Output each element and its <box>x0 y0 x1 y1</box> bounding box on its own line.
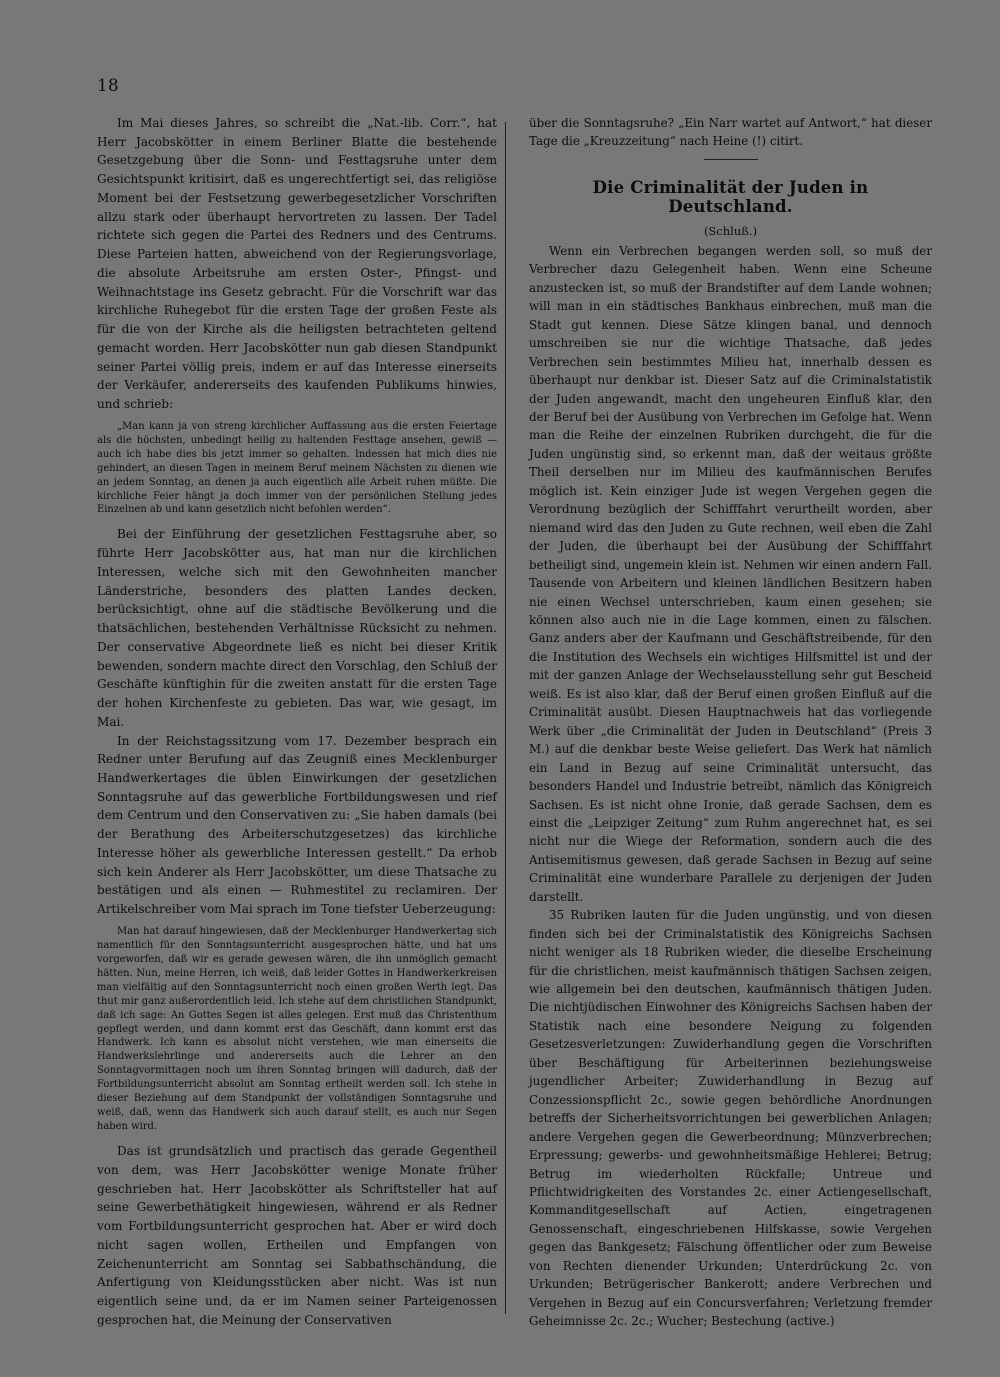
quotation: Man hat darauf hingewiesen, daß der Mecklenburger Handwerkertag sich namentlich für den Sonntagsunterricht ausgesprochen hätte, und hat uns vorgeworfen, daß wir es gerade gewesen wären, die ihn unmöglich gemacht hätten. Nun, meine Herren, ich weiß, daß leider Gottes in Handwerkerkreisen man vielfältig auf den Sonntagsunterricht noch einen großen Werth legt. Das thut mir ganz außerordentlich leid. Ich stehe auf dem christlichen Standpunkt, daß ich sage: An Gottes Segen ist alles gelegen. Erst muß das Christenthum gepflegt werden, und dann kommt erst das Geschäft, dann kommt erst das Handwerk. Ich kann es absolut nicht verstehen, wie man einerseits die Handwerkslehrlinge und andererseits auch die Lehrer an den Sonntagvormittagen noch um ihren Sonntag bringen will dadurch, daß der Fortbildungsunterricht absolut am Sonntag ertheilt werden soll. Ich stehe in dieser Beziehung auf dem Standpunkt der vollständigen Sonntagsruhe und weiß, daß, wenn das Handwerk sich auch darauf stellt, es auch nur Segen haben wird. <box>97 925 497 1133</box>
paragraph: Bei der Einführung der gesetzlichen Festtagsruhe aber, so führte Herr Jacobskötter aus, hat man nur die kirchlichen Interessen, welche sich mit den Gewohnheiten mancher Länderstriche, besonders des platten Landes decken, berücksichtigt, ohne auf die städtische Bevölkerung und die thatsächlichen, bestehenden Verhältnisse Rücksicht zu nehmen. Der conservative Abgeordnete ließ es nicht bei dieser Kritik bewenden, sondern machte direct den Vorschlag, den Schluß der Geschäfte künftighin für die zweiten anstatt für die ersten Tage der hohen Kirchenfeste zu gebieten. Das war, wie gesagt, im Mai. <box>97 527 497 729</box>
section-separator <box>704 159 758 160</box>
page-number: 18 <box>97 76 119 96</box>
paragraph: Wenn ein Verbrechen begangen werden soll, so muß der Verbrecher dazu Gelegenheit haben. Wenn eine Scheune anzustecken ist, so muß der Brandstifter auf dem Lande wohnen; will man in ein städtisches Bankhaus einbrechen, muß man die Stadt gut kennen. Diese Sätze klingen banal, und dennoch umschreiben sie nur die wichtige Thatsache, daß jedes Verbrechen sein bestimmtes Milieu hat, innerhalb dessen es überhaupt nur denkbar ist. Dieser Satz auf die Criminalstatistik der Juden angewandt, macht den ungeheuren Einfluß klar, den der Beruf bei der Ausübung von Verbrechen im Gefolge hat. Wenn man die Reihe der einzelnen Rubriken durchgeht, die für die Juden ungünstig sind, so erkennt man, daß der weitaus größte Theil derselben nur im Milieu des kaufmännischen Berufes möglich ist. Kein einziger Jude ist wegen Vergehen gegen die Verordnung bezüglich der Schifffahrt verurtheilt worden, aber niemand wird das den Juden zu Gute rechnen, weil eben die Zahl der Juden, die überhaupt bei der Ausübung der Schifffahrt betheiligt sind, ungemein klein ist. Nehmen wir einen andern Fall. Tausende von Arbeitern und kleinen ländlichen Besitzern haben nie einen Wechsel unterschrieben, kaum einen gesehen; sie können also auch nie in die Lage kommen, einen zu fälschen. Ganz anders aber der Kaufmann und Geschäftstreibende, für den die Institution des Wechsels ein wichtiges Hilfsmittel ist und der mit der ganzen Anlage der Wechselausstellung sehr gut Bescheid weiß. Es ist also klar, daß der Beruf einen großen Einfluß auf die Criminalität ausübt. Diesen Hauptnachweis hat das vorliegende Werk über „die Criminalität der Juden in Deutschland“ (Preis 3 M.) auf die denkbar beste Weise geliefert. Das Werk hat nämlich ein Land in Bezug auf seine Criminalität untersucht, das besonders Handel und Industrie betreibt, nämlich das Königreich Sachsen. Es ist nicht ohne Ironie, daß gerade Sachsen, dem es einst die „Leipziger Zeitung“ zum Ruhm angerechnet hat, es sei nicht nur die Wiege der Reformation, sondern auch die des Antisemitismus gewesen, daß gerade Sachsen in Bezug auf seine Criminalität eine wunderbare Parallele zu derjenigen der Juden darstellt. <box>529 243 932 904</box>
quotation: „Man kann ja von streng kirchlicher Auffassung aus die ersten Feiertage als die höchsten, unbedingt heilig zu haltenden Festtage ansehen, gewiß — auch ich habe dies bis jetzt immer so gehalten. Indessen hat mich dies nie gehindert, an diesen Tagen in meinem Beruf meinem Nächsten zu dienen wie an jedem Sonntag, an denen ja auch eigentlich alle Arbeit ruhen müßte. Die kirchliche Feier hängt ja doch immer von der persönlichen Stellung jedes Einzelnen ab und kann gesetzlich nicht befohlen werden“. <box>97 420 497 516</box>
right-column <box>529 114 932 1331</box>
paragraph: In der Reichstagssitzung vom 17. Dezember besprach ein Redner unter Berufung auf das Zeugniß eines Mecklenburger Handwerkertages die üblen Einwirkungen der gesetzlichen Sonntagsruhe auf das gewerbliche Fortbildungswesen und rief dem Centrum und den Conservativen zu: „Sie haben damals (bei der Berathung des Arbeiterschutzgesetzes) das kirchliche Interesse höher als gewerbliche Interessen gestellt.“ Da erhob sich kein Anderer als Herr Jacobskötter, um diese Thatsache zu bestätigen und als einen — Ruhmestitel zu reclamiren. Der Artikelschreiber vom Mai sprach im Tone tiefster Ueberzeugung: <box>97 733 497 917</box>
article-title: Die Criminalität der Juden in Deutschland. <box>592 177 869 216</box>
left-column <box>97 114 497 1329</box>
paragraph: über die Sonntagsruhe? „Ein Narr wartet auf Antwort,“ hat dieser Tage die „Kreuzzeitung“ nach Heine (!) citirt. <box>529 116 932 149</box>
article-subtitle: (Schluß.) <box>703 223 758 238</box>
paragraph: Im Mai dieses Jahres, so schreibt die „Nat.-lib. Corr.“, hat Herr Jacobskötter in einem Berliner Blatte die bestehende Gesetzgebung über die Sonn- und Festtagsruhe unter dem Gesichtspunkt kritisirt, daß es ungerechtfertigt sei, das religiöse Moment bei der Festsetzung gewerbegesetzlicher Vorschriften allzu stark oder überhaupt hervortreten zu lassen. Der Tadel richtete sich gegen die Partei des Redners und des Centrums. Diese Parteien hatten, abweichend von der Regierungsvorlage, die absolute Arbeitsruhe am ersten Oster-, Pfingst- und Weihnachtstage ins Gesetz gebracht. Für die Vorschrift war das kirchliche Ruhegebot für die ersten Tage der großen Feste als für die von der Kirche als die heiligsten betrachteten geltend gemacht worden. Herr Jacobskötter nun gab diesen Standpunkt seiner Partei völlig preis, indem er auf das Interesse einerseits der Verkäufer, andererseits des kaufenden Publikums hinwies, und schrieb: <box>97 116 497 412</box>
column-divider <box>505 122 506 1314</box>
paragraph: 35 Rubriken lauten für die Juden ungünstig, und von diesen finden sich bei der Criminalstatistik des Königreichs Sachsen nicht weniger als 18 Rubriken wieder, die dieselbe Erscheinung für die christlichen, meist kaufmännisch thätigen Sachsen zeigen, wie allgemein bei den deutschen, kaufmännisch thätigen Juden. Die nichtjüdischen Einwohner des Königreichs Sachsen haben der Statistik nach eine besondere Neigung zu folgenden Gesetzesverletzungen: Zuwiderhandlung gegen die Vorschriften über Beschäftigung für Arbeiterinnen beziehungsweise jugendlicher Arbeiter; Zuwiderhandlung in Bezug auf Conzessionspflicht 2c., sowie gegen behördliche Anordnungen betreffs der Sicherheitsvorrichtungen bei gewerblichen Anlagen; andere Vergehen gegen die Gewerbeordnung; Münzverbrechen; Erpressung; gewerbs- und gewohnheitsmäßige Hehlerei; Betrug; Betrug im wiederholten Rückfalle; Untreue und Pflichtwidrigkeiten des Vorstandes 2c. einer Actiengesellschaft, Kommanditgesellschaft auf Actien, eingetragenen Genossenschaft, eingeschriebenen Hilfskasse, sowie Vergehen gegen das Bankgesetz; Fälschung öffentlicher oder zum Beweise von Rechten dienender Urkunden; Unterdrückung 2c. von Urkunden; Betrügerischer Bankerott; andere Verbrechen und Vergehen in Bezug auf ein Concursverfahren; Verletzung fremder Geheimnisse 2c. 2c.; Wucher; Bestechung (active.) <box>529 908 932 1329</box>
paragraph: Das ist grundsätzlich und practisch das gerade Gegentheil von dem, was Herr Jacobskötter wenige Monate früher geschrieben hat. Herr Jacobskötter als Schriftsteller hat auf seine Gewerbethätigkeit hingewiesen, während er als Redner vom Fortbildungsunterricht gesprochen hat. Aber er wird doch nicht sagen wollen, Ertheilen und Empfangen von Zeichenunterricht am Sonntag sei Sabbathschändung, die Anfertigung von Kleidungsstücken aber nicht. Was ist nun eigentlich seine und, da er im Namen seiner Parteigenossen gesprochen hat, die Meinung der Conservativen <box>97 1144 497 1327</box>
